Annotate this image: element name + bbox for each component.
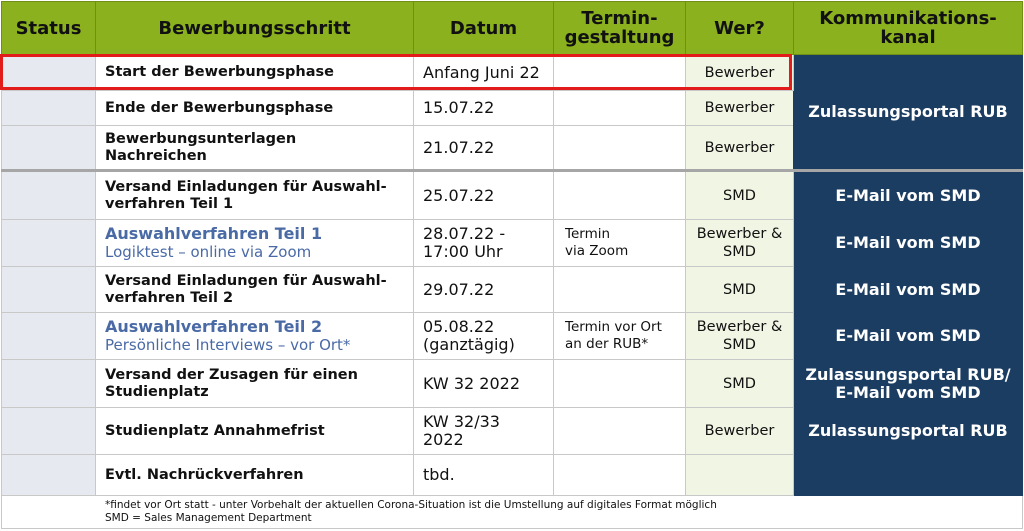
wer-cell <box>686 313 794 360</box>
date-cell: KW 32 2022 <box>414 360 554 408</box>
termin-cell <box>554 171 686 220</box>
header-termin-line1: Termin- <box>581 8 658 29</box>
status-cell <box>2 55 96 91</box>
status-cell <box>2 267 96 313</box>
step-cell: Evtl. Nachrückverfahren <box>96 455 414 496</box>
date-line2: 17:00 Uhr <box>423 242 503 261</box>
termin-cell <box>554 267 686 313</box>
header-date: Datum <box>414 2 554 55</box>
step-line1: Bewerbungsunterlagen <box>105 130 297 147</box>
wer-cell <box>686 220 794 267</box>
step-title: Auswahlverfahren Teil 1 <box>105 224 323 243</box>
step-cell: Ende der Bewerbungsphase <box>96 91 414 126</box>
step-cell <box>96 313 414 360</box>
wer-line2: SMD <box>723 337 756 353</box>
header-row <box>2 2 1023 55</box>
application-schedule-table <box>1 1 1023 529</box>
wer-cell: Bewerber <box>686 55 794 91</box>
table-row <box>2 55 1023 91</box>
table-row <box>2 220 1023 267</box>
termin-cell <box>554 126 686 171</box>
channel-cell: Zulassungsportal RUB <box>794 408 1023 455</box>
status-cell <box>2 220 96 267</box>
wer-cell: SMD <box>686 267 794 313</box>
header-termin <box>554 2 686 55</box>
table-row <box>2 267 1023 313</box>
channel-cell <box>794 455 1023 496</box>
termin-cell <box>554 455 686 496</box>
step-cell <box>96 220 414 267</box>
channel-cell-merged: Zulassungsportal RUB <box>794 55 1023 171</box>
table-row <box>2 313 1023 360</box>
termin-cell <box>554 55 686 91</box>
date-line1: KW 32/33 <box>423 412 500 431</box>
status-cell <box>2 313 96 360</box>
wer-line1: Bewerber & <box>696 319 783 335</box>
footnote-row <box>2 496 1023 529</box>
date-cell: Anfang Juni 22 <box>414 55 554 91</box>
step-line2: Nachreichen <box>105 147 207 164</box>
step-title: Auswahlverfahren Teil 2 <box>105 317 323 336</box>
header-wer: Wer? <box>686 2 794 55</box>
channel-cell: E-Mail vom SMD <box>794 171 1023 220</box>
step-cell: Start der Bewerbungsphase <box>96 55 414 91</box>
date-cell <box>414 313 554 360</box>
wer-cell: Bewerber <box>686 126 794 171</box>
termin-line1: Termin vor Ort <box>565 319 662 335</box>
termin-cell <box>554 91 686 126</box>
step-cell <box>96 267 414 313</box>
date-cell: 29.07.22 <box>414 267 554 313</box>
table-row <box>2 408 1023 455</box>
step-line2: verfahren Teil 1 <box>105 195 234 212</box>
table-row <box>2 455 1023 496</box>
channel-cell: E-Mail vom SMD <box>794 267 1023 313</box>
step-cell <box>96 360 414 408</box>
wer-cell: SMD <box>686 360 794 408</box>
date-cell: 21.07.22 <box>414 126 554 171</box>
date-cell <box>414 408 554 455</box>
wer-cell: SMD <box>686 171 794 220</box>
footnote-line1: *findet vor Ort statt - unter Vorbehalt der aktuellen Corona-Situation ist die Umstellung auf digitales Format möglich <box>105 499 717 511</box>
header-kanal-line1: Kommunikations- <box>819 8 997 29</box>
header-kanal <box>794 2 1023 55</box>
date-cell: 15.07.22 <box>414 91 554 126</box>
wer-cell: Bewerber <box>686 91 794 126</box>
termin-cell <box>554 313 686 360</box>
date-line2: (ganztägig) <box>423 335 515 354</box>
status-cell <box>2 455 96 496</box>
table-row <box>2 360 1023 408</box>
step-line1: Versand Einladungen für Auswahl- <box>105 178 387 195</box>
termin-line1: Termin <box>565 226 611 242</box>
status-cell <box>2 360 96 408</box>
status-cell <box>2 126 96 171</box>
step-line1: Versand Einladungen für Auswahl- <box>105 272 387 289</box>
termin-cell <box>554 408 686 455</box>
header-termin-line2: gestaltung <box>564 27 675 48</box>
wer-line2: SMD <box>723 244 756 260</box>
wer-cell: Bewerber <box>686 408 794 455</box>
channel-cell: E-Mail vom SMD <box>794 313 1023 360</box>
header-kanal-line2: kanal <box>880 27 936 48</box>
date-line1: 28.07.22 - <box>423 224 506 243</box>
step-line1: Versand der Zusagen für einen <box>105 366 358 383</box>
channel-cell: E-Mail vom SMD <box>794 220 1023 267</box>
step-line2: verfahren Teil 2 <box>105 289 234 306</box>
step-cell: Studienplatz Annahmefrist <box>96 408 414 455</box>
status-cell <box>2 91 96 126</box>
footnote-line2: SMD = Sales Management Department <box>105 512 312 524</box>
footnote-cell <box>2 496 1023 529</box>
termin-cell <box>554 220 686 267</box>
step-subtitle: Logiktest – online via Zoom <box>105 243 312 261</box>
header-step: Bewerbungsschritt <box>96 2 414 55</box>
step-subtitle: Persönliche Interviews – vor Ort* <box>105 336 351 354</box>
termin-cell <box>554 360 686 408</box>
header-status: Status <box>2 2 96 55</box>
date-cell: 25.07.22 <box>414 171 554 220</box>
wer-cell <box>686 455 794 496</box>
step-cell <box>96 126 414 171</box>
status-cell <box>2 408 96 455</box>
date-line2: 2022 <box>423 430 464 449</box>
channel-cell <box>794 360 1023 408</box>
table-row <box>2 171 1023 220</box>
wer-line1: Bewerber & <box>696 226 783 242</box>
date-line1: 05.08.22 <box>423 317 495 336</box>
date-cell <box>414 220 554 267</box>
termin-line2: an der RUB* <box>565 336 649 352</box>
channel-line1: Zulassungsportal RUB/ <box>805 364 1011 384</box>
step-cell <box>96 171 414 220</box>
termin-line2: via Zoom <box>565 243 629 259</box>
date-cell: tbd. <box>414 455 554 496</box>
channel-line2: E-Mail vom SMD <box>835 382 981 402</box>
status-cell <box>2 171 96 220</box>
step-line2: Studienplatz <box>105 383 209 400</box>
